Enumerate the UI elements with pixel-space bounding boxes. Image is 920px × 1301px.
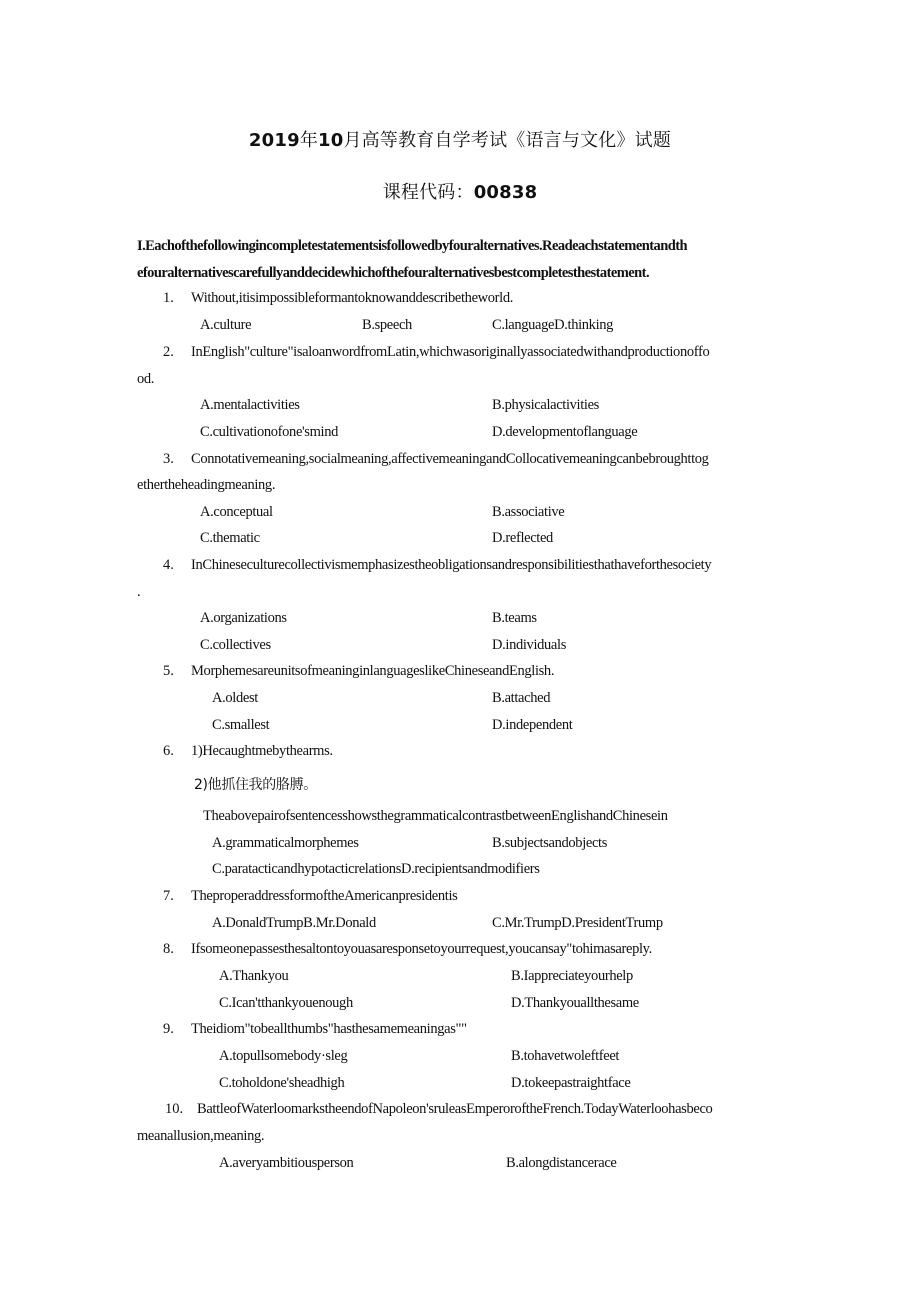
question-number: 3. — [163, 451, 174, 467]
title-year-suffix: 年 — [299, 130, 319, 151]
option-a-b: A.DonaldTrumpB.Mr.Donald — [212, 915, 376, 931]
option-a: A.grammaticalmorphemes — [212, 835, 359, 851]
course-code — [0, 178, 920, 204]
option-c: C.collectives — [200, 637, 271, 653]
question-stem: Ifsomeonepassesthesaltontoyouasaresponsetoyourrequest,youcansay"tohimasareply. — [191, 941, 652, 957]
title-month: 10 — [318, 130, 344, 151]
option-c-d: C.paratacticandhypotacticrelationsD.recipientsandmodifiers — [212, 861, 540, 877]
question-stem-cont: . — [137, 584, 141, 600]
option-d: D.independent — [492, 717, 573, 733]
option-c: C.toholdone'sheadhigh — [219, 1075, 345, 1091]
section-instruction — [137, 233, 787, 287]
question-number: 7. — [163, 888, 174, 904]
question-stem: InChineseculturecollectivismemphasizestheobligationsandresponsibilitiesthathaveforthesociety — [191, 557, 712, 573]
option-b: B.alongdistancerace — [506, 1155, 617, 1171]
option-b: B.associative — [492, 504, 565, 520]
option-c-d: C.Mr.TrumpD.PresidentTrump — [492, 915, 663, 931]
question-number: 9. — [163, 1021, 174, 1037]
option-a: A.culture — [200, 317, 252, 333]
option-b: B.attached — [492, 690, 551, 706]
course-code-value: 00838 — [473, 182, 538, 203]
question-stem-cont: od. — [137, 371, 155, 387]
option-c-d: C.languageD.thinking — [492, 317, 614, 333]
option-b: B.speech — [362, 317, 412, 333]
question-number: 10. — [165, 1101, 184, 1117]
question-stem-cont: TheabovepairofsentencesshowsthegrammaticalcontrastbetweenEnglishandChinesein — [203, 808, 668, 824]
option-b: B.physicalactivities — [492, 397, 599, 413]
option-b: B.teams — [492, 610, 537, 626]
option-d: D.tokeepastraightface — [511, 1075, 631, 1091]
option-b: B.Iappreciateyourhelp — [511, 968, 633, 984]
course-code-label: 课程代码： — [382, 182, 474, 203]
question-number: 4. — [163, 557, 174, 573]
option-a: A.oldest — [212, 690, 258, 706]
title-text: 月高等教育自学考试《语言与文化》试题 — [343, 130, 672, 151]
instruction-line-1: I.Eachofthefollowingincompletestatementsisfollowedbyfouralternatives.Readeachstatementandth — [137, 238, 688, 254]
question-stem: Connotativemeaning,socialmeaning,affectivemeaningandCollocativemeaningcanbebroughttog — [191, 451, 709, 467]
instruction-line-2: efouralternativescarefullyanddecidewhichofthefouralternativesbestcompletesthestatement. — [137, 265, 650, 281]
question-stem: InEnglish"culture"isaloanwordfromLatin,whichwasoriginallyassociatedwithandproductionoffo — [191, 344, 710, 360]
question-number: 1. — [163, 290, 174, 306]
question-stem: Without,itisimpossibleformantoknowanddescribetheworld. — [191, 290, 514, 306]
option-a: A.Thankyou — [219, 968, 289, 984]
option-c: C.thematic — [200, 530, 260, 546]
option-d: D.Thankyouallthesame — [511, 995, 639, 1011]
option-d: D.reflected — [492, 530, 553, 546]
option-c: C.Ican'tthankyouenough — [219, 995, 353, 1011]
option-a: A.organizations — [200, 610, 287, 626]
question-stem: MorphemesareunitsofmeaninginlanguageslikeChineseandEnglish. — [191, 663, 555, 679]
question-stem-chinese: 2)他抓住我的胳膊。 — [194, 777, 317, 793]
exam-title — [0, 126, 920, 152]
option-a: A.mentalactivities — [200, 397, 300, 413]
question-stem: Theidiom"tobeallthumbs"hasthesamemeaningas"" — [191, 1021, 467, 1037]
option-a: A.conceptual — [200, 504, 273, 520]
question-stem: BattleofWaterloomarkstheendofNapoleon'sruleasEmperoroftheFrench.TodayWaterloohasbeco — [197, 1101, 713, 1117]
option-a: A.topullsomebody·sleg — [219, 1048, 348, 1064]
question-stem-cont: ethertheheadingmeaning. — [137, 477, 276, 493]
option-d: D.developmentoflanguage — [492, 424, 638, 440]
question-stem-cont: meanallusion,meaning. — [137, 1128, 265, 1144]
option-c: C.cultivationofone'smind — [200, 424, 338, 440]
question-number: 6. — [163, 743, 174, 759]
title-year: 2019 — [248, 130, 300, 151]
option-b: B.subjectsandobjects — [492, 835, 608, 851]
question-number: 8. — [163, 941, 174, 957]
question-number: 2. — [163, 344, 174, 360]
option-d: D.individuals — [492, 637, 566, 653]
question-stem: 1)Hecaughtmebythearms. — [191, 743, 333, 759]
question-stem: TheproperaddressformoftheAmericanpresidentis — [191, 888, 458, 904]
option-c: C.smallest — [212, 717, 270, 733]
option-b: B.tohavetwoleftfeet — [511, 1048, 620, 1064]
option-a: A.averyambitiousperson — [219, 1155, 354, 1171]
question-number: 5. — [163, 663, 174, 679]
